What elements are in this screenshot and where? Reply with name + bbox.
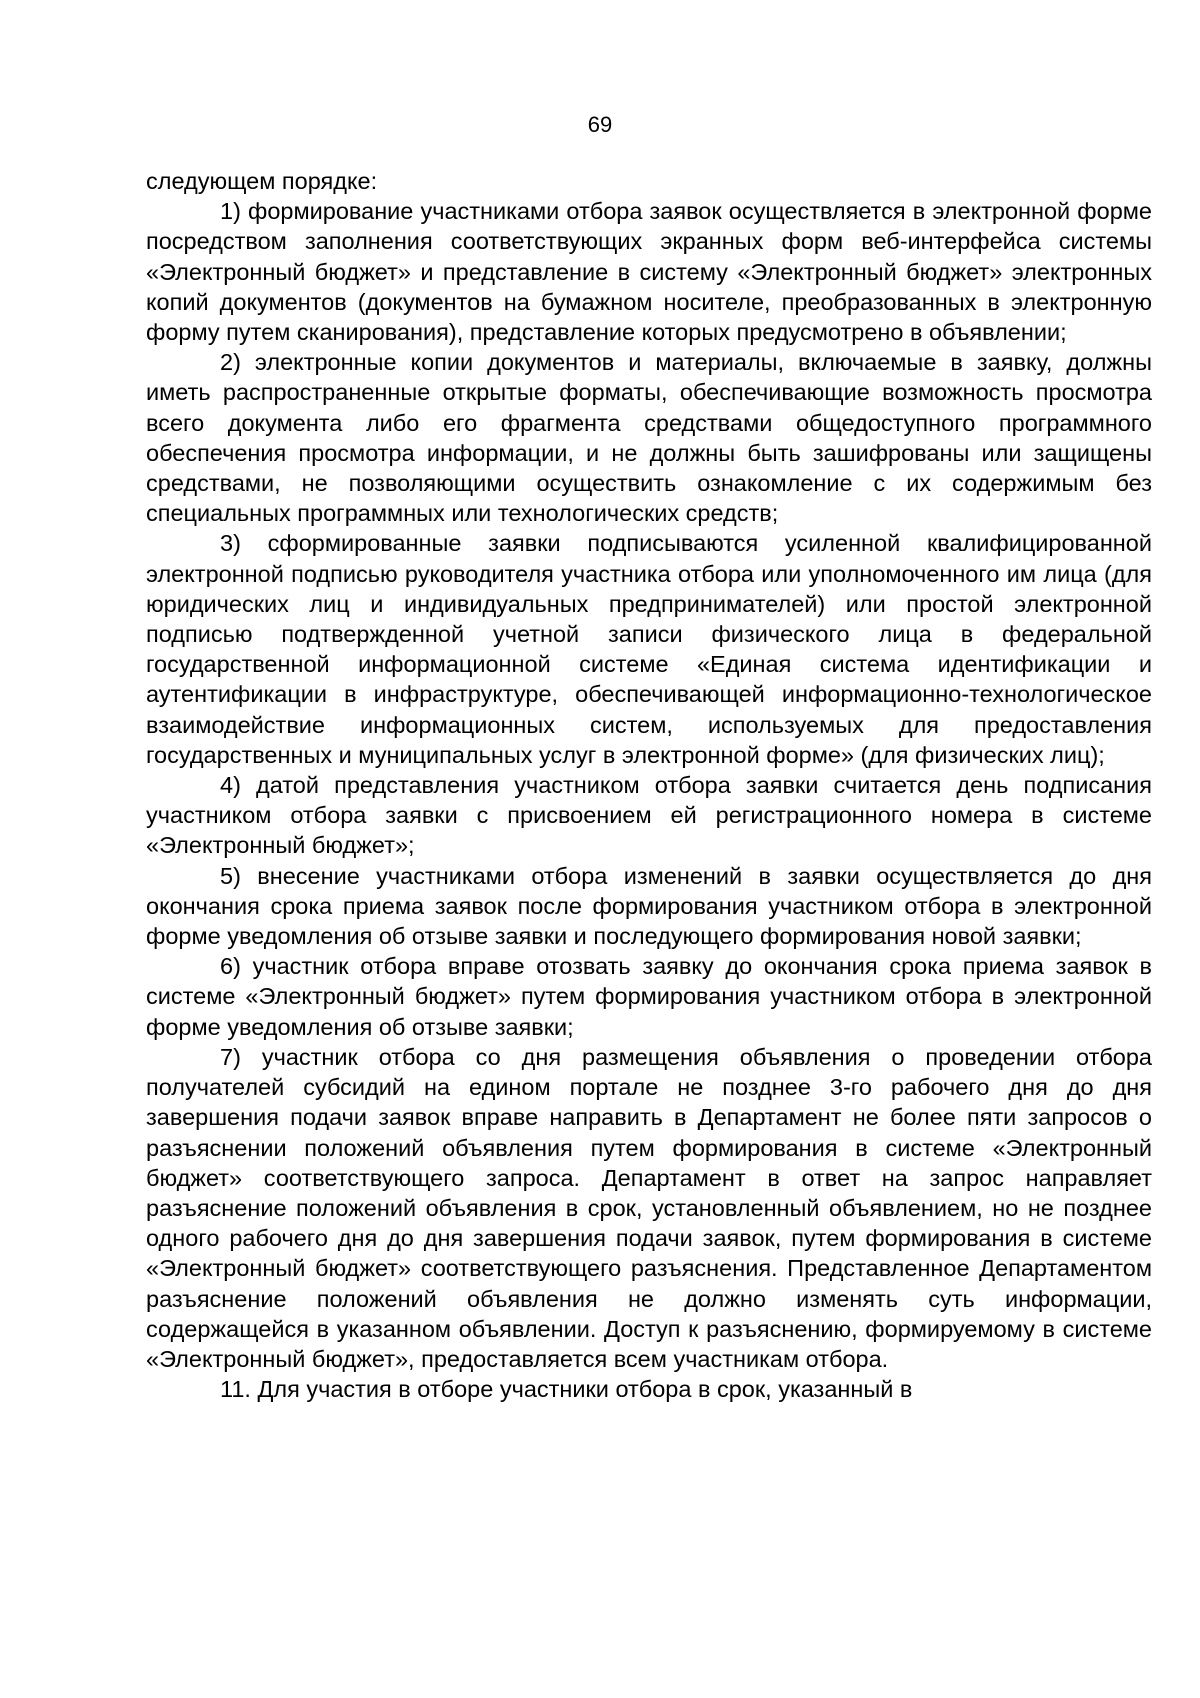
paragraph-item-4: 4) датой представления участником отбора заявки считается день подписания участником отбора заявки с присвоением ей регистрационного номера в системе «Электронный бюджет»;	[146, 772, 1152, 859]
page-number: 69	[587, 112, 613, 137]
paragraph-item-7: 7) участник отбора со дня размещения объявления о проведении отбора получателей субсидий на едином портале не позднее 3-го рабочего дня до дня завершения подачи заявок вправе направить в Департамент не более пяти запросов о разъяснении положений объявления путем формирования в системе «Электронный бюджет» соответствующего запроса. Департамент в ответ на запрос направляет разъяснение положений объявления в срок, установленный объявлением, но не позднее одного рабочего дня до дня завершения подачи заявок, путем формирования в системе «Электронный бюджет» соответствующего разъяснения. Представленное Департаментом разъяснение положений объявления не должно изменять суть информации, содержащейся в указанном объявлении. Доступ к разъяснению, формируемому в системе «Электронный бюджет», предоставляется всем участникам отбора.	[146, 1043, 1152, 1372]
paragraph-item-3: 3) сформированные заявки подписываются усиленной квалифицированной электронной подписью руководителя участника отбора или уполномоченного им лица (для юридических лиц и индивидуальных предпринимателей) или простой электронной подписью подтвержденной учетной записи физического лица в федеральной государственной информационной системе «Единая система идентификации и аутентификации в инфраструктуре, обеспечивающей информационно-технологическое взаимодействие информационных систем, используемых для предоставления государственных и муниципальных услуг в электронной форме» (для физических лиц);	[146, 530, 1152, 768]
paragraph-item-5: 5) внесение участниками отбора изменений в заявки осуществляется до дня окончания срока приема заявок после формирования участником отбора в электронной форме уведомления об отзыве заявки и последующего формирования новой заявки;	[146, 862, 1152, 950]
paragraph-item-2: 2) электронные копии документов и материалы, включаемые в заявку, должны иметь распространенные открытые форматы, обеспечивающие возможность просмотра всего документа либо его фрагмента средствами общедоступного программного обеспечения просмотра информации, и не должны быть зашифрованы или защищены средствами, не позволяющими осуществить ознакомление с их содержимым без специальных программных или технологических средств;	[146, 349, 1152, 527]
paragraph-continuation: следующем порядке:	[146, 168, 378, 194]
paragraph-item-1: 1) формирование участниками отбора заявок осуществляется в электронной форме посредством заполнения соответствующих экранных форм веб-интерфейса системы «Электронный бюджет» и представление в систему «Электронный бюджет» электронных копий документов (документов на бумажном носителе, преобразованных в электронную форму путем сканирования), представление которых предусмотрено в объявлении;	[146, 198, 1152, 346]
document-body	[146, 166, 1152, 1404]
paragraph-section-11: 11. Для участия в отборе участники отбора в срок, указанный в	[220, 1376, 913, 1403]
paragraph-item-6: 6) участник отбора вправе отозвать заявку до окончания срока приема заявок в системе «Электронный бюджет» путем формирования участником отбора в электронной форме уведомления об отзыве заявки;	[146, 953, 1152, 1040]
